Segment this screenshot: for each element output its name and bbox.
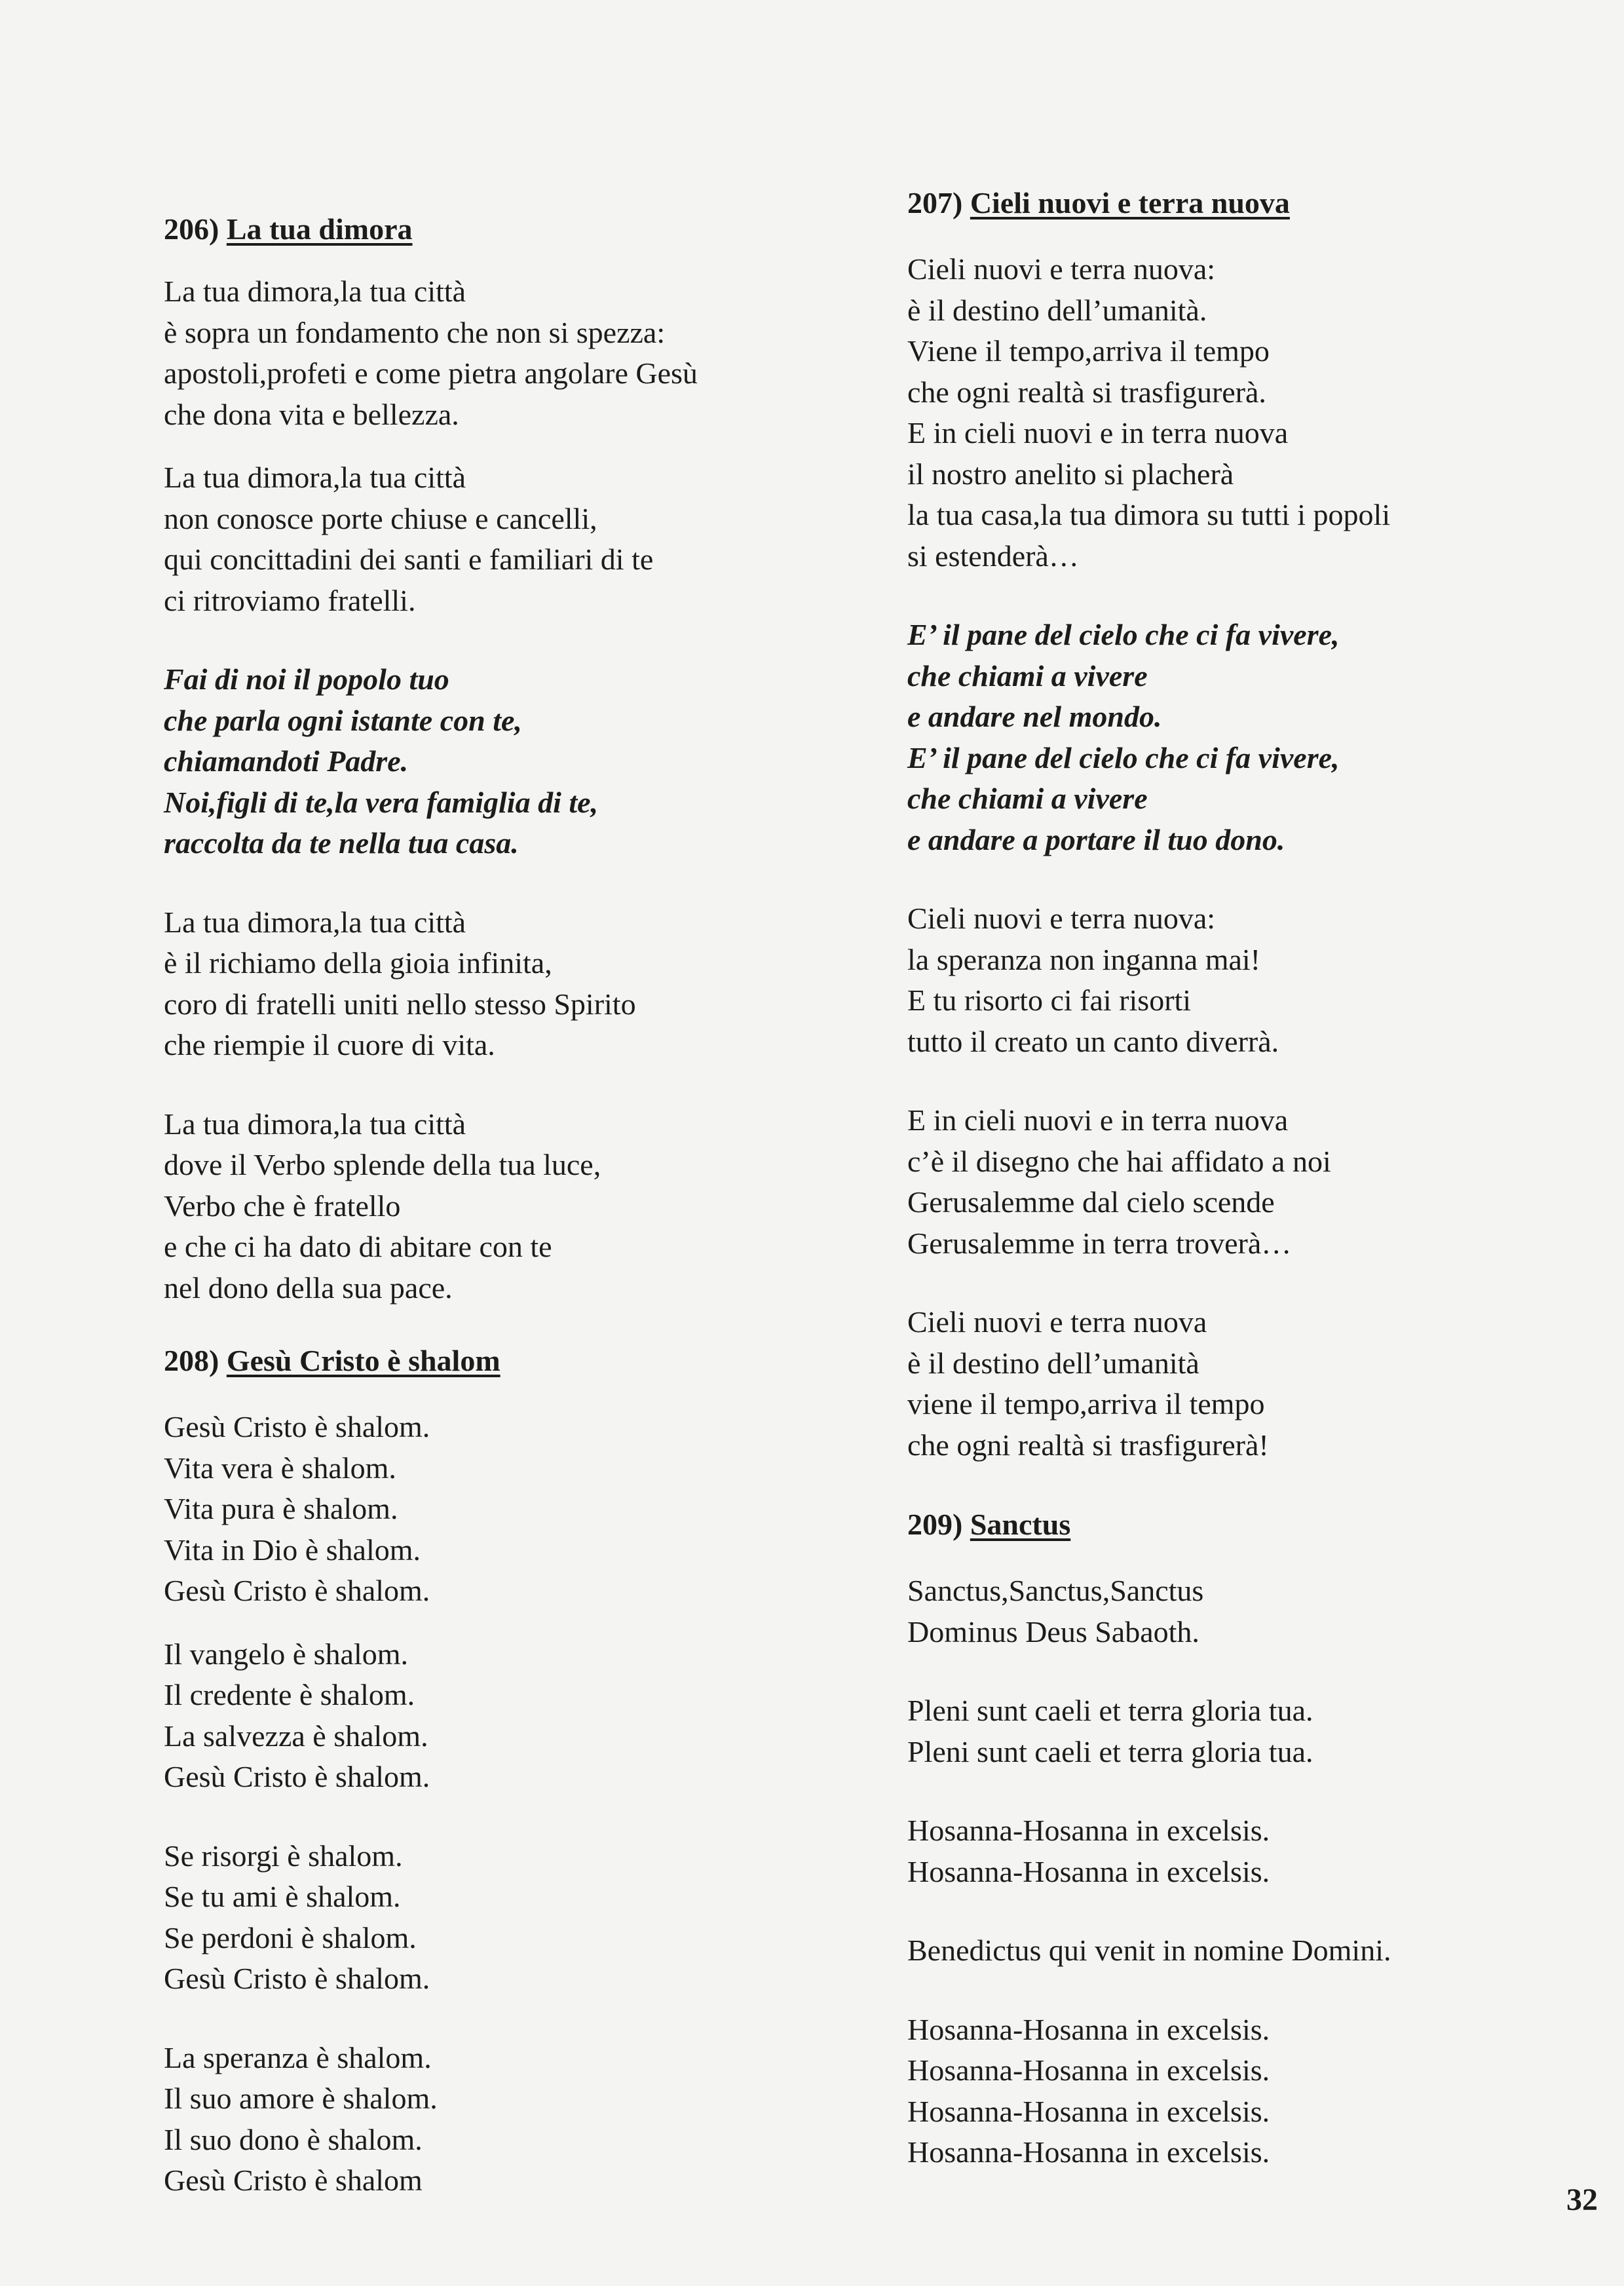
song-number: 209): [907, 1508, 970, 1541]
lyric-line: che riempie il cuore di vita.: [164, 1028, 495, 1061]
lyric-line: e andare a portare il tuo dono.: [907, 822, 1285, 856]
left-column: [164, 210, 819, 2201]
stanza: [164, 1407, 819, 1612]
lyric-line: Se perdoni è shalom.: [164, 1920, 417, 1954]
lyric-line: Gerusalemme in terra troverà…: [907, 1226, 1292, 1260]
lyric-line: Noi,figli di te,la vera famiglia di te,: [164, 785, 599, 819]
stanza: [164, 902, 819, 1066]
lyric-line: Gesù Cristo è shalom.: [164, 1410, 430, 1443]
song-208: [164, 1341, 819, 2201]
stanza: [907, 1810, 1562, 1892]
lyric-line: e che ci ha dato di abitare con te: [164, 1230, 552, 1263]
lyric-line: La tua dimora,la tua città: [164, 1107, 466, 1141]
lyric-line: che dona vita e bellezza.: [164, 397, 459, 431]
song-title: [164, 210, 819, 249]
stanza: [907, 1690, 1562, 1772]
lyric-line: e andare nel mondo.: [907, 700, 1162, 733]
lyric-line: è il richiamo della gioia infinita,: [164, 946, 552, 980]
lyric-line: Cieli nuovi e terra nuova: [907, 1305, 1207, 1339]
stanza: [164, 2038, 819, 2201]
lyric-line: Sanctus,Sanctus,Sanctus: [907, 1574, 1204, 1607]
lyric-line: c’è il disegno che hai affidato a noi: [907, 1144, 1331, 1178]
lyric-line: Vita pura è shalom.: [164, 1492, 398, 1525]
lyric-line: Gesù Cristo è shalom: [164, 2163, 423, 2197]
lyric-line: tutto il creato un canto diverrà.: [907, 1024, 1279, 1058]
right-column: [907, 183, 1562, 2173]
lyric-line: che parla ogni istante con te,: [164, 703, 522, 737]
lyric-line: Il vangelo è shalom.: [164, 1637, 409, 1671]
stanza: [907, 1100, 1562, 1264]
lyric-line: apostoli,profeti e come pietra angolare Gesù: [164, 356, 698, 390]
lyric-line: Vita vera è shalom.: [164, 1451, 396, 1485]
lyric-line: è sopra un fondamento che non si spezza:: [164, 315, 666, 349]
lyric-line: ci ritroviamo fratelli.: [164, 583, 416, 617]
song-number: 207): [907, 186, 970, 219]
lyric-line: Fai di noi il popolo tuo: [164, 662, 449, 696]
lyric-line: Hosanna-Hosanna in excelsis.: [907, 2012, 1270, 2046]
lyric-line: Hosanna-Hosanna in excelsis.: [907, 2053, 1270, 2087]
stanza: [907, 1571, 1562, 1652]
lyric-line: dove il Verbo splende della tua luce,: [164, 1148, 601, 1181]
lyric-line: che ogni realtà si trasfigurerà!: [907, 1428, 1269, 1462]
stanza: [907, 1930, 1562, 1972]
song-title: [164, 1341, 819, 1381]
lyric-line: Gerusalemme dal cielo scende: [907, 1185, 1275, 1219]
lyric-line: E’ il pane del cielo che ci fa vivere,: [907, 740, 1340, 774]
lyric-line: Hosanna-Hosanna in excelsis.: [907, 1814, 1270, 1847]
lyric-line: Gesù Cristo è shalom.: [164, 1574, 430, 1607]
lyric-line: qui concittadini dei santi e familiari di te: [164, 543, 654, 576]
lyric-line: La speranza è shalom.: [164, 2040, 432, 2074]
song-title-text: La tua dimora: [226, 212, 413, 246]
lyric-line: il nostro anelito si placherà: [907, 457, 1234, 491]
lyric-line: che chiami a vivere: [907, 782, 1148, 815]
song-title-text: Cieli nuovi e terra nuova: [970, 186, 1290, 219]
stanza: [907, 898, 1562, 1062]
lyric-line: Il credente è shalom.: [164, 1678, 415, 1711]
lyric-line: Hosanna-Hosanna in excelsis.: [907, 2135, 1270, 2169]
lyric-line: Pleni sunt caeli et terra gloria tua.: [907, 1734, 1313, 1768]
lyric-line: si estenderà…: [907, 539, 1079, 573]
lyric-line: E tu risorto ci fai risorti: [907, 983, 1192, 1017]
lyric-line: Pleni sunt caeli et terra gloria tua.: [907, 1694, 1313, 1727]
lyric-line: coro di fratelli uniti nello stesso Spirito: [164, 987, 636, 1021]
lyric-line: nel dono della sua pace.: [164, 1270, 453, 1305]
lyric-line: Benedictus qui venit in nomine Domini.: [907, 1934, 1391, 1967]
stanza: [907, 249, 1562, 577]
lyric-line: chiamandoti Padre.: [164, 744, 409, 778]
stanza: [907, 2010, 1562, 2173]
lyric-line: che chiami a vivere: [907, 658, 1148, 693]
lyric-line: la speranza non inganna mai!: [907, 942, 1260, 976]
lyric-line: non conosce porte chiuse e cancelli,: [164, 501, 597, 535]
stanza: [164, 457, 819, 621]
lyric-line: Hosanna-Hosanna in excelsis.: [907, 1854, 1270, 1888]
lyric-line: Vita in Dio è shalom.: [164, 1533, 421, 1567]
lyric-line: viene il tempo,arriva il tempo: [907, 1387, 1265, 1420]
stanza: [164, 271, 819, 435]
song-number: 208): [164, 1344, 227, 1377]
chorus: [907, 615, 1562, 860]
lyric-line: raccolta da te nella tua casa.: [164, 826, 519, 860]
lyric-line: che ogni realtà si trasfigurerà.: [907, 375, 1266, 409]
lyric-line: La salvezza è shalom.: [164, 1719, 428, 1753]
lyric-line: E in cieli nuovi e in terra nuova: [907, 416, 1289, 449]
lyric-line: La tua dimora,la tua città: [164, 905, 466, 939]
lyric-line: Cieli nuovi e terra nuova:: [907, 252, 1216, 286]
stanza: [907, 1302, 1562, 1466]
stanza: [164, 1836, 819, 2000]
page-number: 32: [1566, 2182, 1598, 2217]
lyric-line: Se tu ami è shalom.: [164, 1880, 401, 1913]
song-207: [907, 183, 1562, 1466]
lyric-line: E in cieli nuovi e in terra nuova: [907, 1103, 1289, 1137]
lyric-line: Se risorgi è shalom.: [164, 1838, 403, 1873]
song-title-text: Gesù Cristo è shalom: [226, 1344, 500, 1377]
lyric-line: Cieli nuovi e terra nuova:: [907, 902, 1216, 935]
lyric-line: è il destino dell’umanità.: [907, 293, 1207, 327]
lyric-line: E’ il pane del cielo che ci fa vivere,: [907, 618, 1340, 651]
song-206: [164, 210, 819, 1308]
lyric-line: Dominus Deus Sabaoth.: [907, 1614, 1199, 1648]
lyric-line: Hosanna-Hosanna in excelsis.: [907, 2094, 1270, 2128]
lyric-line: è il destino dell’umanità: [907, 1346, 1199, 1380]
song-209: [907, 1505, 1562, 2173]
chorus: [164, 659, 819, 864]
lyric-line: Il suo amore è shalom.: [164, 2082, 438, 2115]
lyric-line: La tua dimora,la tua città: [164, 461, 466, 494]
song-number: 206): [164, 212, 227, 246]
lyric-line: la tua casa,la tua dimora su tutti i popoli: [907, 498, 1391, 531]
lyric-line: La tua dimora,la tua città: [164, 275, 466, 308]
song-title: [907, 1505, 1562, 1544]
lyric-line: Verbo che è fratello: [164, 1189, 401, 1223]
lyric-line: Gesù Cristo è shalom.: [164, 1962, 430, 1995]
song-title-text: Sanctus: [970, 1508, 1071, 1541]
song-title: [907, 183, 1562, 223]
lyric-line: Viene il tempo,arriva il tempo: [907, 334, 1270, 368]
lyric-line: Gesù Cristo è shalom.: [164, 1760, 430, 1793]
stanza: [164, 1104, 819, 1309]
lyric-line: Il suo dono è shalom.: [164, 2122, 423, 2156]
stanza: [164, 1634, 819, 1798]
